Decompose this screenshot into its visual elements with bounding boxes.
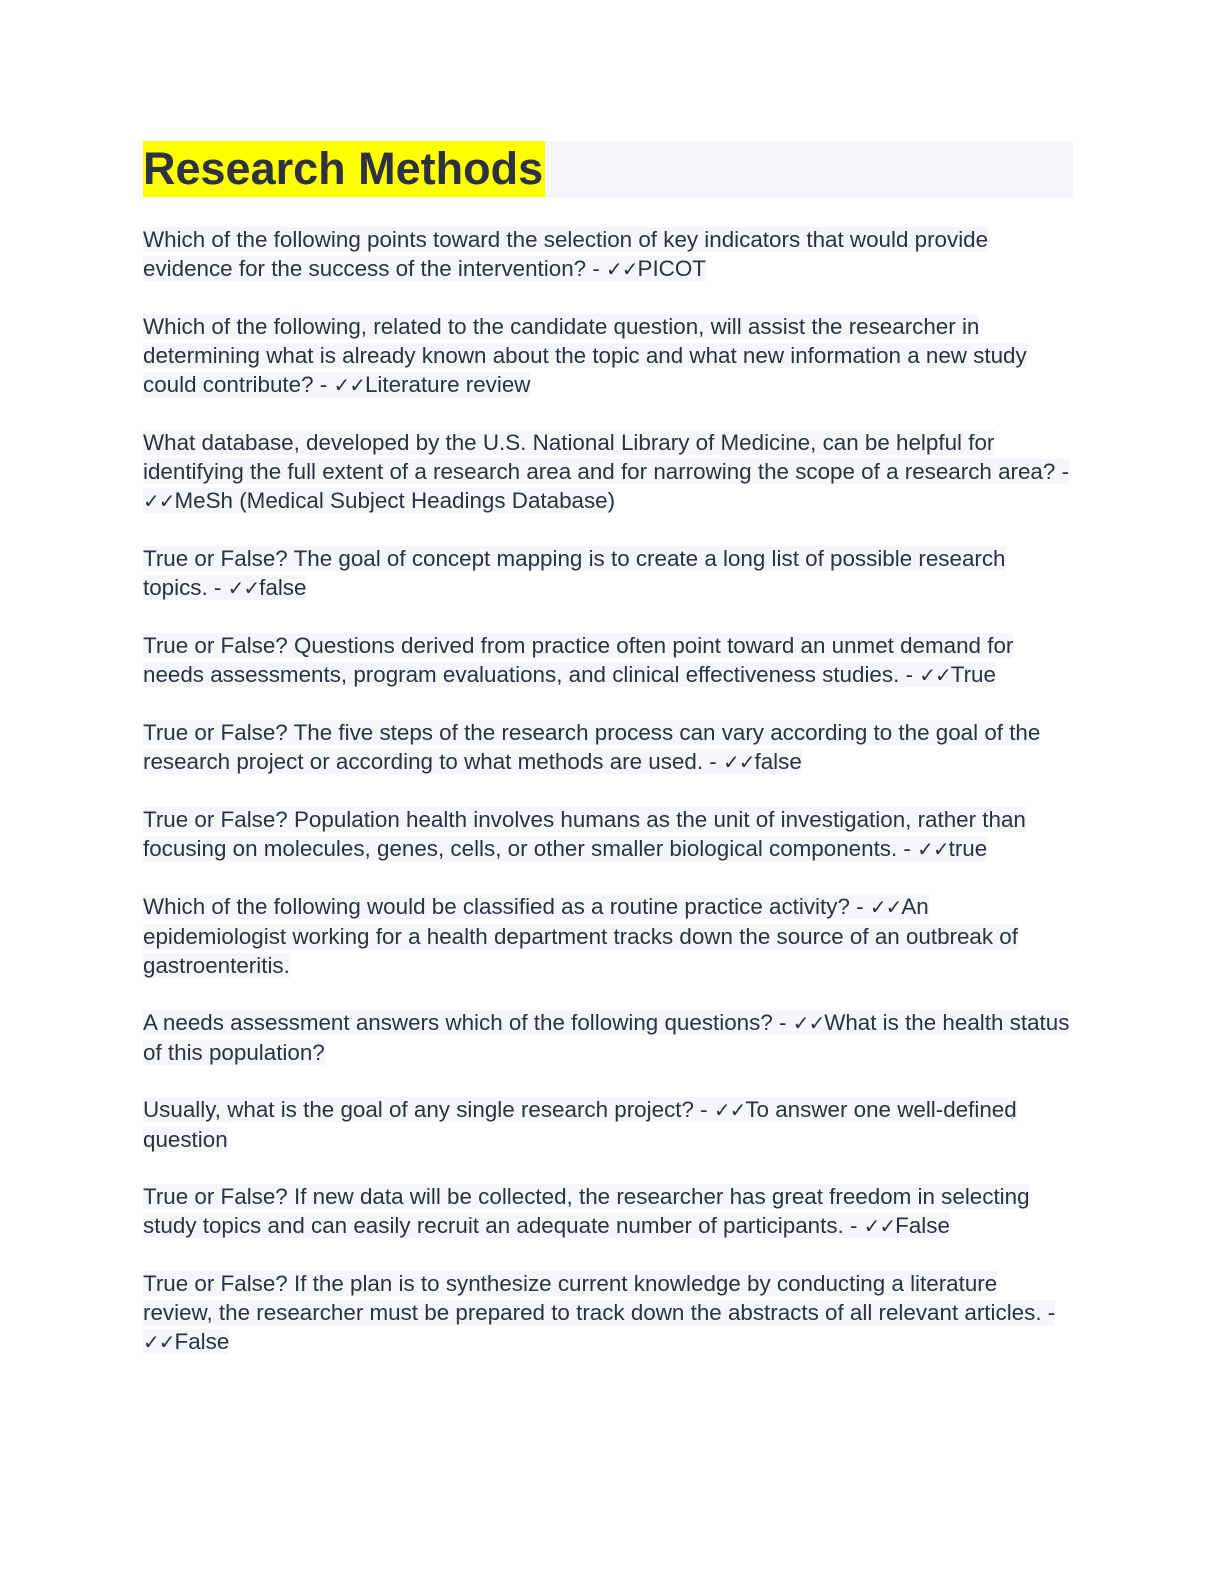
answer-text: false (259, 575, 307, 600)
qa-line (143, 1097, 1017, 1152)
qa-item (143, 805, 1073, 864)
answer-text: An epidemiologist working for a health department tracks down the source of an outbreak of gastroenteritis. (143, 894, 1018, 978)
document-page (143, 141, 1073, 1385)
question-text: True or False? Population health involves humans as the unit of investigation, rather than focusing on molecules, genes, cells, or other smaller biological components. - (143, 807, 1026, 861)
qa-item (143, 718, 1073, 777)
check-icon: ✓✓ (919, 663, 951, 687)
qa-line (143, 430, 1069, 513)
qa-line (143, 314, 1027, 397)
qa-line (143, 807, 1026, 861)
question-text: Which of the following would be classified as a routine practice activity? - (143, 894, 870, 919)
check-icon: ✓✓ (869, 895, 902, 919)
answer-text: False (174, 1329, 230, 1354)
answer-text: To answer one well-defined question (143, 1097, 1017, 1152)
question-text: True or False? Questions derived from practice often point toward an unmet demand for needs assessments, program evaluations, and clinical effectiveness studies. - (143, 633, 1014, 687)
qa-line (143, 227, 988, 281)
question-text: True or False? The five steps of the research process can vary according to the goal of the research project or according to what methods are used. - (143, 720, 1041, 774)
qa-item (143, 1269, 1073, 1357)
question-text: Which of the following, related to the candidate question, will assist the researcher in determining what is already known about the topic and what new information a new study could contribute? - (143, 314, 1027, 397)
answer-text: false (754, 749, 802, 774)
qa-line (143, 894, 1018, 978)
title-bar (143, 141, 1073, 197)
qa-item (143, 1182, 1073, 1241)
check-icon: ✓✓ (227, 576, 260, 600)
answer-text: False (895, 1213, 950, 1238)
page-title: Research Methods (143, 141, 545, 197)
check-icon: ✓✓ (606, 257, 638, 281)
check-icon: ✓✓ (143, 1330, 175, 1354)
answer-text: What is the health status of this population? (143, 1010, 1070, 1065)
check-icon: ✓✓ (333, 373, 365, 397)
question-text: Usually, what is the goal of any single research project? - (143, 1097, 714, 1122)
answer-text: true (948, 836, 988, 861)
question-text: What database, developed by the U.S. National Library of Medicine, can be helpful for identifying the full extent of a research area and for narrowing the scope of a research area? - (143, 430, 1070, 484)
qa-item (143, 631, 1073, 690)
question-text: True or False? The goal of concept mapping is to create a long list of possible research topics. - (143, 546, 1006, 600)
question-text: A needs assessment answers which of the following questions? - (143, 1010, 793, 1035)
qa-item (143, 544, 1073, 603)
question-text: True or False? If new data will be collected, the researcher has great freedom in selecting study topics and can easily recruit an adequate number of participants. - (143, 1184, 1030, 1238)
answer-text: True (950, 662, 996, 687)
check-icon: ✓✓ (713, 1098, 746, 1122)
qa-list (143, 225, 1073, 1357)
check-icon: ✓✓ (143, 489, 175, 513)
qa-line (143, 633, 1013, 687)
qa-item (143, 225, 1073, 284)
qa-line (143, 720, 1040, 774)
qa-item (143, 1095, 1073, 1154)
qa-line (143, 546, 1006, 600)
check-icon: ✓✓ (722, 750, 755, 774)
qa-item (143, 312, 1073, 400)
qa-item (143, 1008, 1073, 1067)
check-icon: ✓✓ (917, 837, 949, 861)
check-icon: ✓✓ (863, 1214, 896, 1238)
qa-item (143, 428, 1073, 516)
question-text: Which of the following points toward the selection of key indicators that would provide evidence for the success of the intervention? - (143, 227, 989, 281)
qa-item (143, 892, 1073, 980)
qa-line (143, 1010, 1069, 1065)
check-icon: ✓✓ (792, 1011, 825, 1035)
answer-text: PICOT (637, 256, 706, 281)
qa-line (143, 1271, 1055, 1354)
qa-line (143, 1184, 1030, 1238)
answer-text: MeSh (Medical Subject Headings Database) (174, 488, 616, 513)
answer-text: Literature review (364, 372, 531, 397)
question-text: True or False? If the plan is to synthesize current knowledge by conducting a literature review, the researcher must be prepared to track down the abstracts of all relevant articles. - (143, 1271, 1056, 1325)
